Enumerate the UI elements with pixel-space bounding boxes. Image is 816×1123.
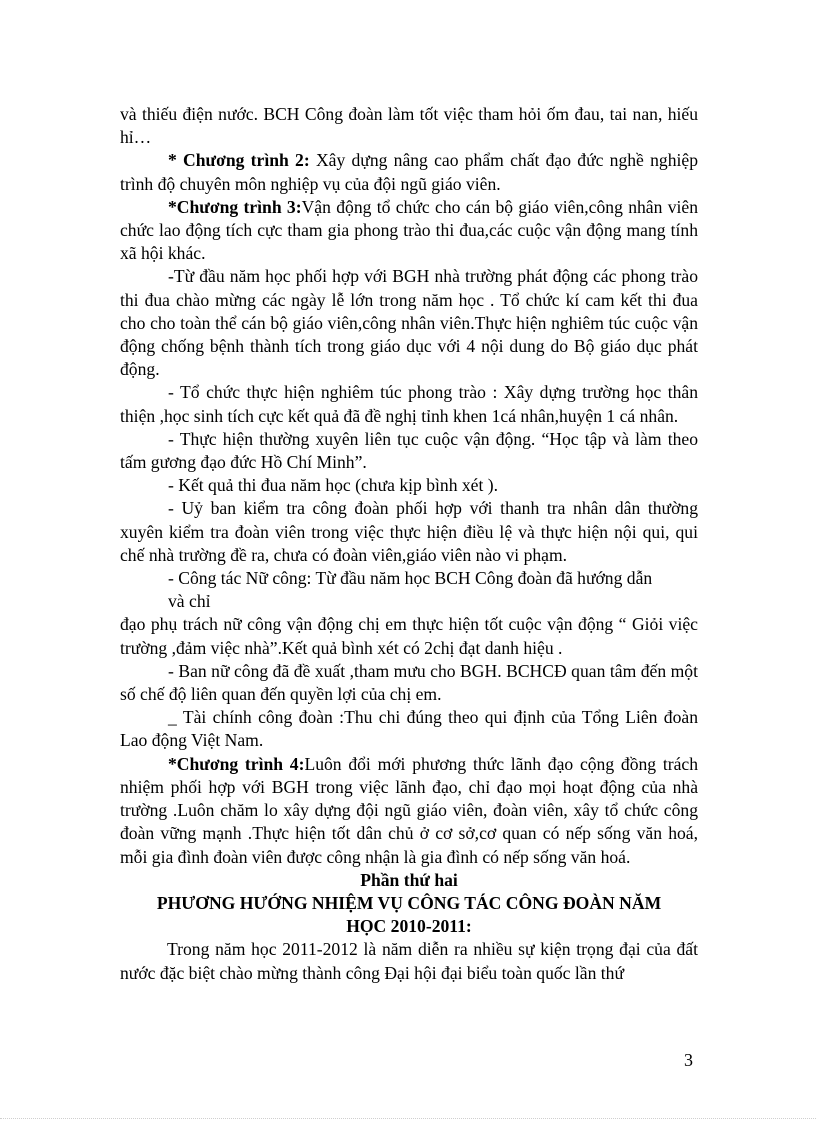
paragraph-women-campaign: đạo phụ trách nữ công vận động chị em thực hiện tốt cuộc vận động “ Giỏi việc trường ,đảm việc nhà”.Kết quả bình xét có 2chị đạt danh hiệu . <box>120 614 698 658</box>
paragraph-program-4 <box>120 753 698 869</box>
paragraph-friendly-school: - Tổ chức thực hiện nghiêm túc phong trào : Xây dựng trường học thân thiện ,học sinh tích cực kết quả đã đề nghị tỉnh khen 1cá nhân,huyện 1 cá nhân. <box>120 382 698 426</box>
program-4-label: *Chương trình 4: <box>168 753 305 774</box>
paragraph-competition: -Từ đầu năm học phối hợp với BGH nhà trường phát động các phong trào thi đua chào mừng các ngày lễ lớn trong năm học . Tổ chức kí cam kết thi đua cho cho toàn thể cán bộ giáo viên,công nhân viên.Thực hiện nghiêm túc cuộc vận động chống bệnh thành tích trong giáo dục với 4 nội dung do Bộ giáo dục phát động. <box>120 266 698 380</box>
page-bottom-divider <box>0 1118 816 1119</box>
paragraph-new-year: Trong năm học 2011-2012 là năm diễn ra nhiều sự kiện trọng đại của đất nước đặc biệt chào mừng thành công Đại hội đại biểu toàn quốc lần thứ <box>120 939 698 983</box>
program-3-label: *Chương trình 3: <box>168 196 302 217</box>
part-heading: Phần thứ hai <box>360 869 458 890</box>
page-number: 3 <box>684 1050 693 1070</box>
paragraph-continuation: và thiếu điện nước. BCH Công đoàn làm tốt việc tham hỏi ốm đau, tai nan, hiếu hỉ… <box>120 104 698 148</box>
paragraph-results: - Kết quả thi đua năm học (chưa kịp bình xét ). <box>168 475 499 496</box>
paragraph-women-committee: - Ban nữ công đã đề xuất ,tham mưu cho BGH. BCHCĐ quan tâm đến một số chế độ liên quan đến quyền lợi của chị em. <box>120 660 698 705</box>
program-3-text: Vận động tổ chức cho cán bộ giáo viên,công nhân viên chức lao động tích cực tham gia phong trào thi đua,các cuộc vận động mang tính xã hội khác. <box>120 196 698 264</box>
paragraph-program-2 <box>120 149 698 195</box>
program-4-text: Luôn đổi mới phương thức lãnh đạo cộng đồng trách nhiệm phối hợp với BGH trong việc lãnh đạo, chỉ đạo mọi hoạt động của nhà trường .Luôn chăm lo xây dựng đội ngũ giáo viên, đoàn viên, xây tổ chức công đoàn vững mạnh .Thực hiện tốt dân chủ ở cơ sở,cơ quan có nếp sống văn hoá, mỗi gia đình đoàn viên được công nhận là gia đình có nếp sống văn hoá. <box>120 753 698 867</box>
program-2-label: * Chương trình 2: <box>168 150 310 171</box>
paragraph-inspection: - Uỷ ban kiểm tra công đoàn phối hợp với thanh tra nhân dân thường xuyên kiểm tra đoàn viên trong việc thực hiện điều lệ và thực hiện nội qui, qui chế nhà trường đề ra, chưa có đoàn viên,giáo viên nào vi phạm. <box>120 498 698 565</box>
page-body <box>120 103 698 985</box>
section-title-line-1: PHƯƠNG HƯỚNG NHIỆM VỤ CÔNG TÁC CÔNG ĐOÀN NĂM <box>156 892 662 913</box>
section-title-line-2: HỌC 2010-2011: <box>346 916 472 937</box>
paragraph-women-work-cont: và chỉ <box>168 591 211 612</box>
paragraph-ho-chi-minh: - Thực hiện thường xuyên liên tục cuộc vận động. “Học tập và làm theo tấm gương đạo đức Hồ Chí Minh”. <box>120 428 698 473</box>
paragraph-program-3 <box>120 196 698 266</box>
program-2-text: Xây dựng nâng cao phẩm chất đạo đức nghề nghiệp trình độ chuyên môn nghiệp vụ của đội ngũ giáo viên. <box>120 150 698 194</box>
paragraph-finance: _ Tài chính công đoàn :Thu chi đúng theo qui định của Tổng Liên đoàn Lao động Việt Nam. <box>120 707 698 751</box>
paragraph-women-work: - Công tác Nữ công: Từ đầu năm học BCH Công đoàn đã hướng dẫn <box>168 568 653 589</box>
